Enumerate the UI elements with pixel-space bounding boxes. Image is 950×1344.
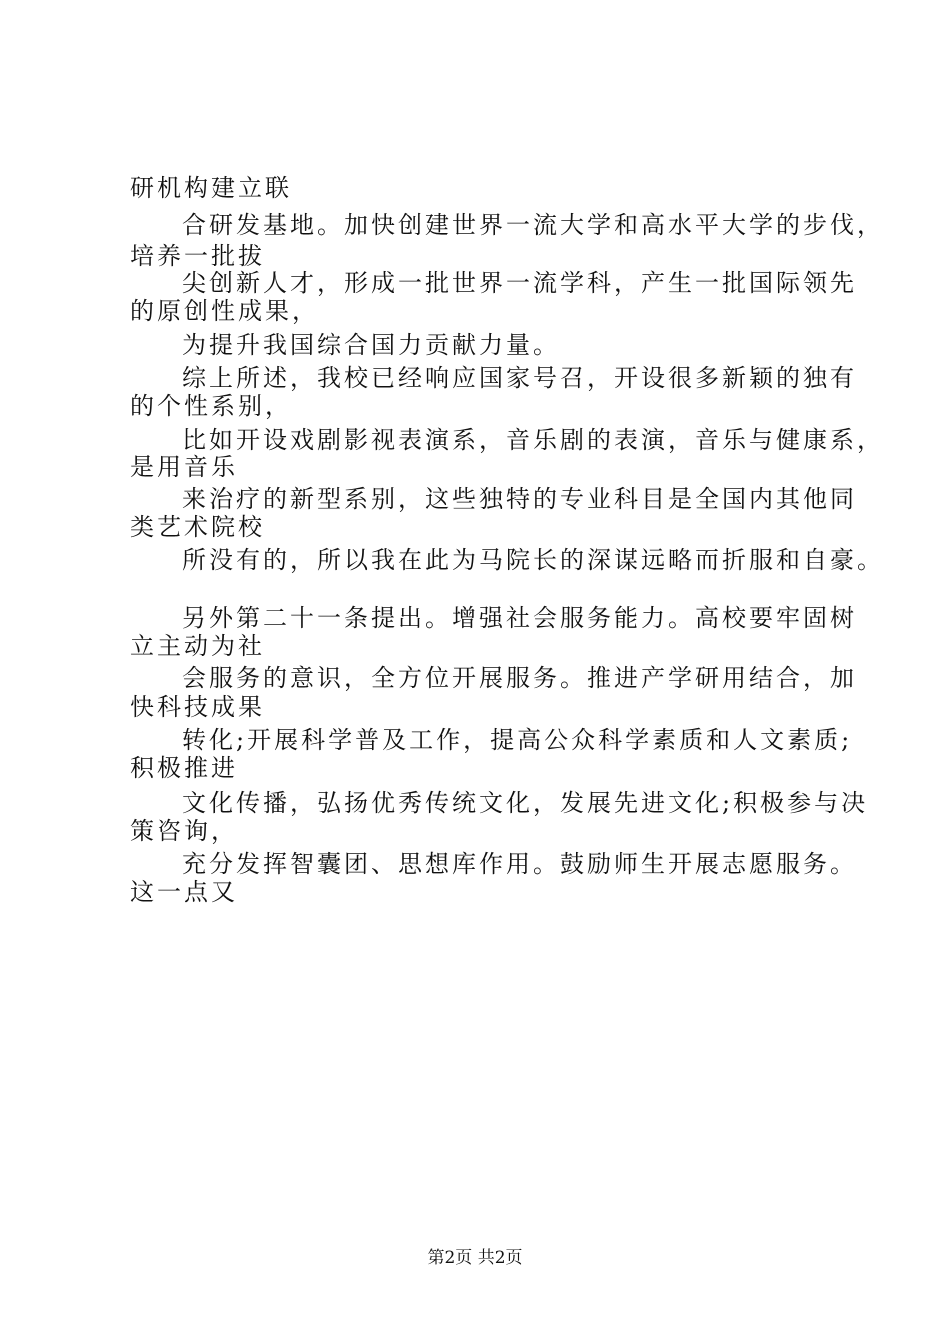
text-line: 充分发挥智囊团、思想库作用。鼓励师生开展志愿服务。 <box>182 850 857 878</box>
text-line: 为提升我国综合国力贡献力量。 <box>182 331 560 359</box>
page-number-footer: 第2页 共2页 <box>427 1248 523 1268</box>
text-line: 快科技成果 <box>130 693 265 721</box>
text-line: 综上所述，我校已经响应国家号召，开设很多新颖的独有 <box>182 364 857 392</box>
text-line: 这一点又 <box>130 878 238 906</box>
text-line: 比如开设戏剧影视表演系，音乐剧的表演，音乐与健康系， <box>182 426 884 454</box>
text-line: 培养一批拔 <box>130 242 265 270</box>
text-line: 的个性系别， <box>130 392 292 420</box>
text-line: 类艺术院校 <box>130 513 265 541</box>
text-line: 立主动为社 <box>130 632 265 660</box>
text-line: 所没有的，所以我在此为马院长的深谋远略而折服和自豪。 <box>182 546 884 574</box>
text-line: 策咨询， <box>130 817 238 845</box>
text-line: 积极推进 <box>130 754 238 782</box>
text-line: 会服务的意识，全方位开展服务。推进产学研用结合，加 <box>182 664 857 692</box>
text-line: 文化传播，弘扬优秀传统文化，发展先进文化;积极参与决 <box>182 789 869 817</box>
text-line: 合研发基地。加快创建世界一流大学和高水平大学的步伐， <box>182 211 884 239</box>
text-line: 尖创新人才，形成一批世界一流学科，产生一批国际领先 <box>182 269 857 297</box>
text-line: 是用音乐 <box>130 453 238 481</box>
text-line: 另外第二十一条提出。增强社会服务能力。高校要牢固树 <box>182 604 857 632</box>
text-line: 的原创性成果， <box>130 297 319 325</box>
text-line: 转化;开展科学普及工作，提高公众科学素质和人文素质; <box>182 726 853 754</box>
text-line: 来治疗的新型系别，这些独特的专业科目是全国内其他同 <box>182 485 857 513</box>
text-line: 研机构建立联 <box>130 174 292 202</box>
